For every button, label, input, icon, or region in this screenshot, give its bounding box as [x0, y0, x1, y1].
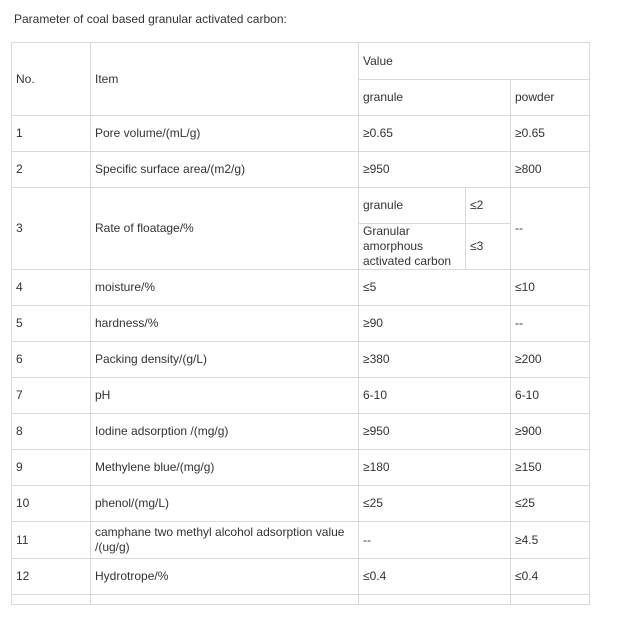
empty-cell — [12, 595, 91, 605]
row-no: 6 — [12, 342, 91, 378]
table-row-partial — [12, 595, 590, 605]
row-granule-value: ≤0.4 — [359, 559, 511, 595]
row-granule-value: ≥180 — [359, 450, 511, 486]
row-granule-value: ≤5 — [359, 270, 511, 306]
table-row — [12, 116, 590, 152]
row-no: 5 — [12, 306, 91, 342]
row-powder-value: ≤0.4 — [511, 559, 590, 595]
row-powder-value: 6-10 — [511, 378, 590, 414]
table-row — [12, 378, 590, 414]
header-row — [12, 43, 590, 80]
empty-cell — [359, 595, 511, 605]
row-granule-value: ≤25 — [359, 486, 511, 522]
row-granule-value: 6-10 — [359, 378, 511, 414]
row-no: 7 — [12, 378, 91, 414]
row-item: hardness/% — [91, 306, 359, 342]
row-powder-value: -- — [511, 306, 590, 342]
row-powder-value: ≥4.5 — [511, 522, 590, 559]
table-row — [12, 559, 590, 595]
row-item: Hydrotrope/% — [91, 559, 359, 595]
row-granule-value: ≥950 — [359, 152, 511, 188]
parameter-table — [11, 42, 590, 605]
header-value: Value — [359, 43, 590, 80]
row-granule-value: -- — [359, 522, 511, 559]
sub-value: ≤2 — [466, 188, 511, 224]
row-item: Iodine adsorption /(mg/g) — [91, 414, 359, 450]
table-row — [12, 450, 590, 486]
empty-cell — [91, 595, 359, 605]
row-item: Packing density/(g/L) — [91, 342, 359, 378]
row-powder-value: -- — [511, 188, 590, 270]
row-item: Specific surface area/(m2/g) — [91, 152, 359, 188]
row-no: 11 — [12, 522, 91, 559]
table-row — [12, 342, 590, 378]
row-item: pH — [91, 378, 359, 414]
row-granule-value: ≥950 — [359, 414, 511, 450]
table-row — [12, 188, 590, 224]
row-no: 8 — [12, 414, 91, 450]
row-powder-value: ≥800 — [511, 152, 590, 188]
table-row — [12, 522, 590, 559]
row-item: Methylene blue/(mg/g) — [91, 450, 359, 486]
row-no: 4 — [12, 270, 91, 306]
table-row — [12, 486, 590, 522]
row-granule-value: ≥380 — [359, 342, 511, 378]
header-item: Item — [91, 43, 359, 116]
table-row — [12, 414, 590, 450]
row-granule-value: ≥90 — [359, 306, 511, 342]
header-no: No. — [12, 43, 91, 116]
row-item: Rate of floatage/% — [91, 188, 359, 270]
row-powder-value: ≤10 — [511, 270, 590, 306]
row-item: moisture/% — [91, 270, 359, 306]
row-powder-value: ≤25 — [511, 486, 590, 522]
row-powder-value: ≥150 — [511, 450, 590, 486]
row-granule-value: ≥0.65 — [359, 116, 511, 152]
table-caption: Parameter of coal based granular activated carbon: — [14, 12, 287, 26]
table-row — [12, 306, 590, 342]
row-item: phenol/(mg/L) — [91, 486, 359, 522]
row-no: 12 — [12, 559, 91, 595]
sub-label: Granular amorphous activated carbon — [359, 224, 466, 270]
row-powder-value: ≥900 — [511, 414, 590, 450]
row-item: camphane two methyl alcohol adsorption value /(ug/g) — [91, 522, 359, 559]
table-row — [12, 152, 590, 188]
row-no: 10 — [12, 486, 91, 522]
empty-cell — [511, 595, 590, 605]
header-granule: granule — [359, 80, 511, 116]
row-no: 9 — [12, 450, 91, 486]
row-no: 3 — [12, 188, 91, 270]
header-powder: powder — [511, 80, 590, 116]
row-powder-value: ≥0.65 — [511, 116, 590, 152]
sub-label: granule — [359, 188, 466, 224]
row-no: 2 — [12, 152, 91, 188]
row-item: Pore volume/(mL/g) — [91, 116, 359, 152]
row-no: 1 — [12, 116, 91, 152]
table-row — [12, 270, 590, 306]
row-powder-value: ≥200 — [511, 342, 590, 378]
sub-value: ≤3 — [466, 224, 511, 270]
